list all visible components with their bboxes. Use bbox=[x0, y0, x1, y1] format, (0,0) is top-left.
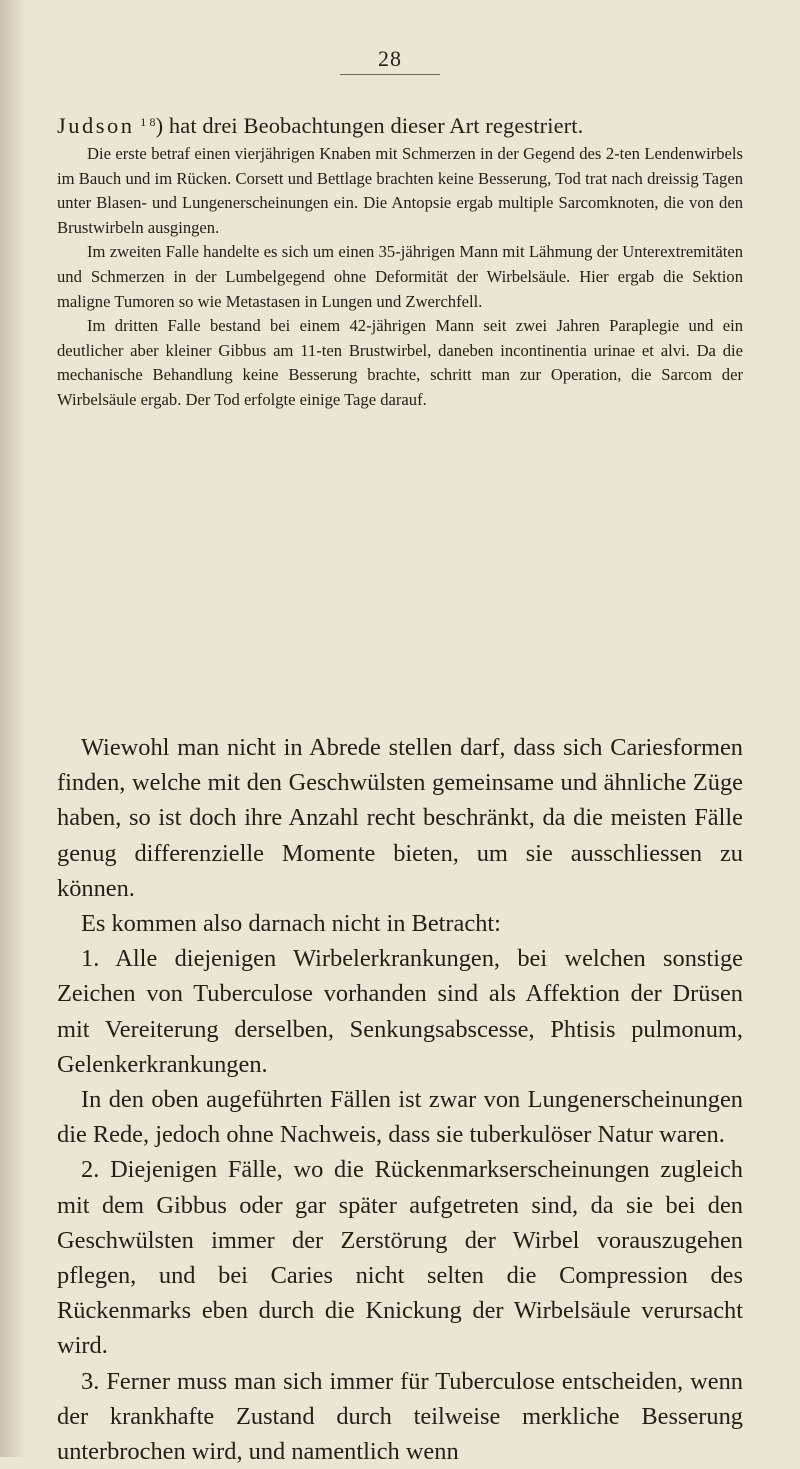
page-number: 28 bbox=[378, 46, 402, 71]
header-rule bbox=[340, 74, 440, 75]
paragraph-3: Im dritten Falle bestand bei einem 42-jährigen Mann seit zwei Jahren Paraplegie und ein deutlicher aber kleiner Gibbus am 11-ten Brustwirbel, daneben incontinentia urinae et alvi. Da die mechanische Behandlung keine Besserung brachte, schritt man zur Operation, die Sarcom der Wirbelsäule ergab. Der Tod erfolgte einige Tage darauf. bbox=[57, 316, 743, 409]
large-type-section bbox=[57, 730, 743, 1469]
paragraph-1-body: Die erste betraf einen vierjährigen Knaben mit Schmerzen in der Gegend des 2-ten Lendenwirbels im Bauch und im Rücken. Corsett und Bettlage brachten keine Besserung, Tod trat nach dreissig Tagen unter Blasen- und Lungenerscheinungen ein. Die Antopsie ergab multiple Sarcomknoten, die von den Brustwirbeln ausgingen. bbox=[57, 144, 743, 237]
paragraph-1 bbox=[57, 106, 743, 240]
paragraph-5: Es kommen also darnach nicht in Betracht: bbox=[81, 910, 501, 938]
paragraph-4: Wiewohl man nicht in Abrede stellen darf, dass sich Cariesformen finden, welche mit den Geschwülsten gemeinsame und ähnliche Züge haben, so ist doch ihre Anzahl recht beschränkt, da die meisten Fälle genug differenzielle Momente bieten, um sie ausschliessen zu können. bbox=[57, 734, 743, 902]
list-item-1: 1. Alle diejenigen Wirbelerkrankungen, bei welchen sonstige Zeichen von Tuberculose vorhanden sind als Affektion der Drüsen mit Vereiterung derselben, Senkungsabscesse, Phtisis pulmonum, Gelenkerkrankungen. bbox=[57, 945, 743, 1078]
footnote-marker: 1 8 bbox=[140, 115, 156, 129]
small-type-section bbox=[57, 106, 743, 413]
list-item-3: 3. Ferner muss man sich immer für Tuberculose entscheiden, wenn der krankhafte Zustand durch teilweise merkliche Besserung unterbrochen wird, und namentlich wenn bbox=[57, 1367, 743, 1466]
paragraph-2: Im zweiten Falle handelte es sich um einen 35-jährigen Mann mit Lähmung der Unterextremitäten und Schmerzen in der Lumbelgegend ohne Deformität der Wirbelsäule. Hier ergab die Sektion maligne Tumoren so wie Metastasen in Lungen und Zwerchfell. bbox=[57, 242, 743, 311]
author-name: Judson bbox=[57, 113, 135, 138]
lead-line bbox=[57, 106, 743, 142]
paragraph-7: In den oben augeführten Fällen ist zwar von Lungenerscheinungen die Rede, jedoch ohne Nachweis, dass sie tuberkulöser Natur waren. bbox=[57, 1086, 743, 1149]
lead-text: ) hat drei Beobachtungen dieser Art regestriert. bbox=[155, 113, 584, 138]
list-item-2: 2. Diejenigen Fälle, wo die Rückenmarkserscheinungen zugleich mit dem Gibbus oder gar später aufgetreten sind, da sie bei den Geschwülsten immer der Zerstörung der Wirbel vorauszugehen pflegen, und bei Caries nicht selten die Compression des Rückenmarks eben durch die Knickung der Wirbelsäule verursacht wird. bbox=[57, 1156, 743, 1360]
page-edge-shadow bbox=[0, 0, 26, 1457]
